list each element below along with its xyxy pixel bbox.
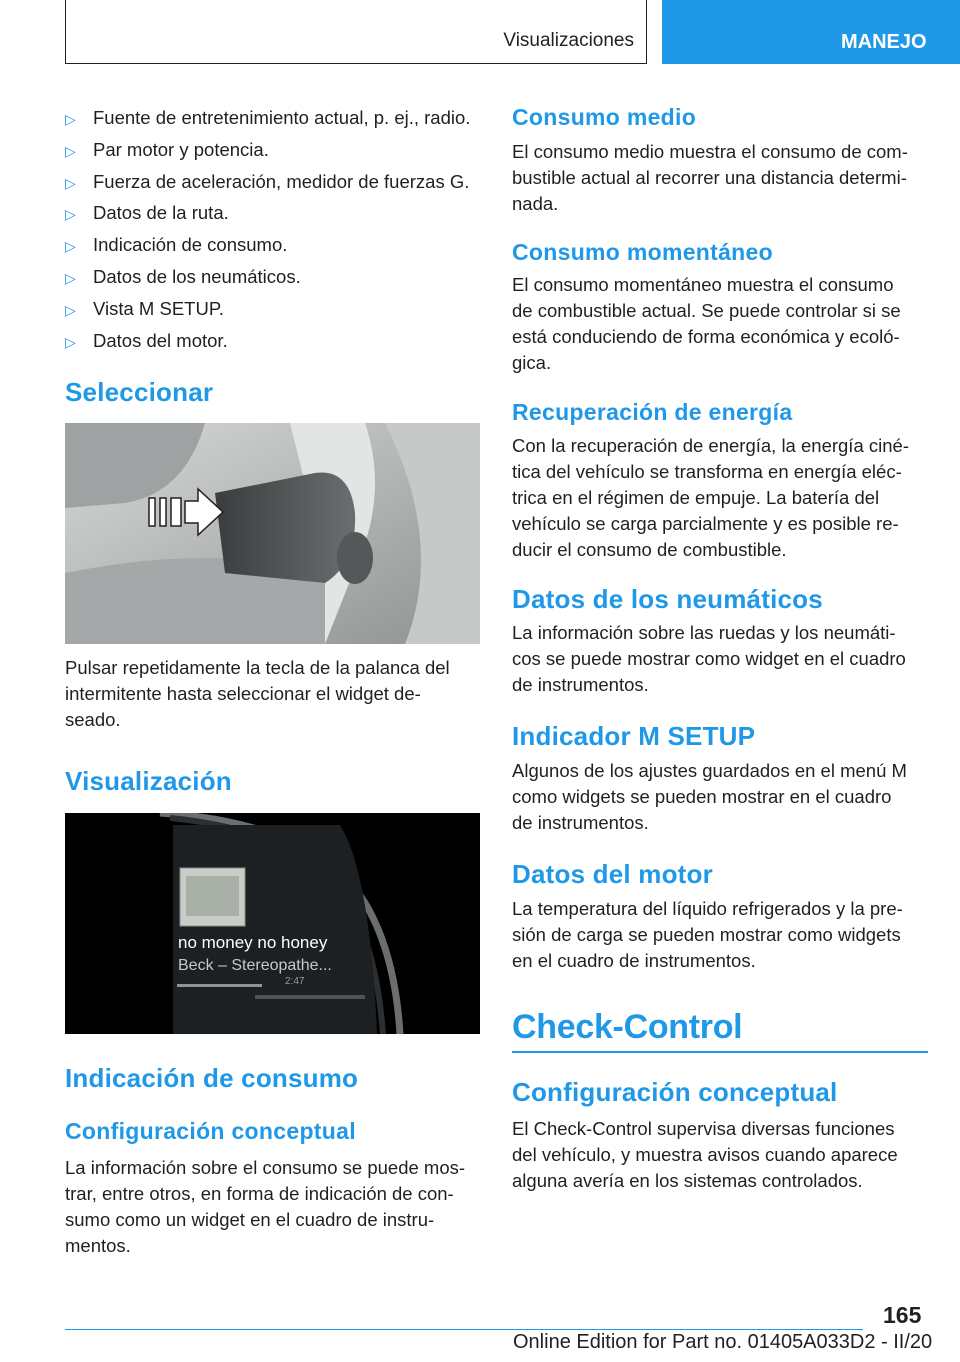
bullet-item: ▷ Vista M SETUP. bbox=[65, 298, 224, 319]
display-time: 2:47 bbox=[285, 976, 305, 987]
heading-indicacion-consumo: Indicación de consumo bbox=[65, 1063, 359, 1093]
page-number: 165 bbox=[883, 1302, 922, 1328]
cc-configuracion-paragraph: El Check-Control supervisa diversas funciones del vehículo, y muestra avisos cuando aparece alguna avería en los sistemas controlados. bbox=[512, 1118, 898, 1191]
heading-seleccionar: Seleccionar bbox=[65, 377, 214, 407]
bullet-triangle-icon: ▷ bbox=[65, 270, 76, 286]
bullet-triangle-icon: ▷ bbox=[65, 334, 76, 350]
bullet-item: ▷ Fuerza de aceleración, medidor de fuerzas G. bbox=[65, 171, 470, 192]
bullet-item: ▷ Datos del motor. bbox=[65, 330, 228, 351]
heading-consumo-medio: Consumo medio bbox=[512, 104, 697, 130]
cluster-display-image bbox=[65, 813, 480, 1034]
motor-paragraph: La temperatura del líquido refrigerados y la pre‐ sión de carga se pueden mostrar como widgets en el cuadro de instrumentos. bbox=[512, 898, 903, 971]
bullet-triangle-icon: ▷ bbox=[65, 111, 76, 127]
bullet-triangle-icon: ▷ bbox=[65, 302, 76, 318]
display-artist-album: Beck – Stereopathe... bbox=[178, 957, 332, 974]
consumo-medio-paragraph: El consumo medio muestra el consumo de com‐ bustible actual al recorrer una distancia determi‐ nada. bbox=[512, 141, 908, 214]
heading-visualizacion: Visualización bbox=[65, 766, 232, 796]
msetup-paragraph: Algunos de los ajustes guardados en el menú M como widgets se pueden mostrar en el cuadro de instrumentos. bbox=[512, 760, 907, 833]
bullet-triangle-icon: ▷ bbox=[65, 206, 76, 222]
bullet-item: ▷ Datos de los neumáticos. bbox=[65, 266, 301, 287]
bullet-triangle-icon: ▷ bbox=[65, 175, 76, 191]
lever-illustration bbox=[65, 423, 480, 644]
bullet-triangle-icon: ▷ bbox=[65, 238, 76, 254]
consumo-momentaneo-paragraph: El consumo momentáneo muestra el consumo de combustible actual. Se puede controlar si se está conduciendo de forma económica y ecoló‐ gica. bbox=[512, 274, 901, 373]
heading-configuracion-conceptual: Configuración conceptual bbox=[65, 1118, 356, 1144]
bullet-item: ▷ Par motor y potencia. bbox=[65, 139, 269, 160]
bullet-item: ▷ Fuente de entretenimiento actual, p. ej., radio. bbox=[65, 107, 471, 128]
configuracion-paragraph: La información sobre el consumo se puede mos‐ trar, entre otros, en forma de indicación de con‐ sumo como un widget en el cuadro de instru‐ mentos. bbox=[65, 1157, 466, 1256]
heading-recuperacion-energia: Recuperación de energía bbox=[512, 399, 793, 425]
heading-cc-configuracion: Configuración conceptual bbox=[512, 1077, 838, 1107]
footer-rule bbox=[65, 1329, 863, 1330]
display-track-title: no money no honey bbox=[178, 933, 328, 952]
cluster-frame-drawing bbox=[65, 813, 480, 1034]
footer-edition: Online Edition for Part no. 01405A033D2 - II/20 bbox=[513, 1331, 933, 1353]
header-chapter-tab: MANEJO bbox=[662, 0, 960, 64]
header-section-box bbox=[65, 0, 647, 64]
neumaticos-paragraph: La información sobre las ruedas y los neumáti‐ cos se puede mostrar como widget en el cuadro de instrumentos. bbox=[512, 622, 906, 695]
lever-drawing bbox=[65, 423, 480, 644]
header-section-title: Visualizaciones bbox=[503, 30, 634, 51]
heading-datos-motor: Datos del motor bbox=[512, 859, 713, 889]
check-control-rule bbox=[512, 1051, 928, 1053]
heading-datos-neumaticos: Datos de los neumáticos bbox=[512, 584, 823, 614]
recuperacion-paragraph: Con la recuperación de energía, la energía ciné‐ tica del vehículo se transforma en energía eléc‐ trica en el régimen de empuje. La batería del vehículo se carga parcialmente y es posible re‐ ducir el consumo de combustible. bbox=[512, 435, 909, 560]
bullet-triangle-icon: ▷ bbox=[65, 143, 76, 159]
bullet-item: ▷ Datos de la ruta. bbox=[65, 202, 229, 223]
seleccionar-paragraph: Pulsar repetidamente la tecla de la palanca del intermitente hasta seleccionar el widget de‐ seado. bbox=[65, 657, 450, 730]
heading-check-control: Check-Control bbox=[512, 1008, 743, 1046]
bullet-item: ▷ Indicación de consumo. bbox=[65, 234, 288, 255]
heading-consumo-momentaneo: Consumo momentáneo bbox=[512, 239, 773, 265]
heading-indicador-msetup: Indicador M SETUP bbox=[512, 721, 756, 751]
